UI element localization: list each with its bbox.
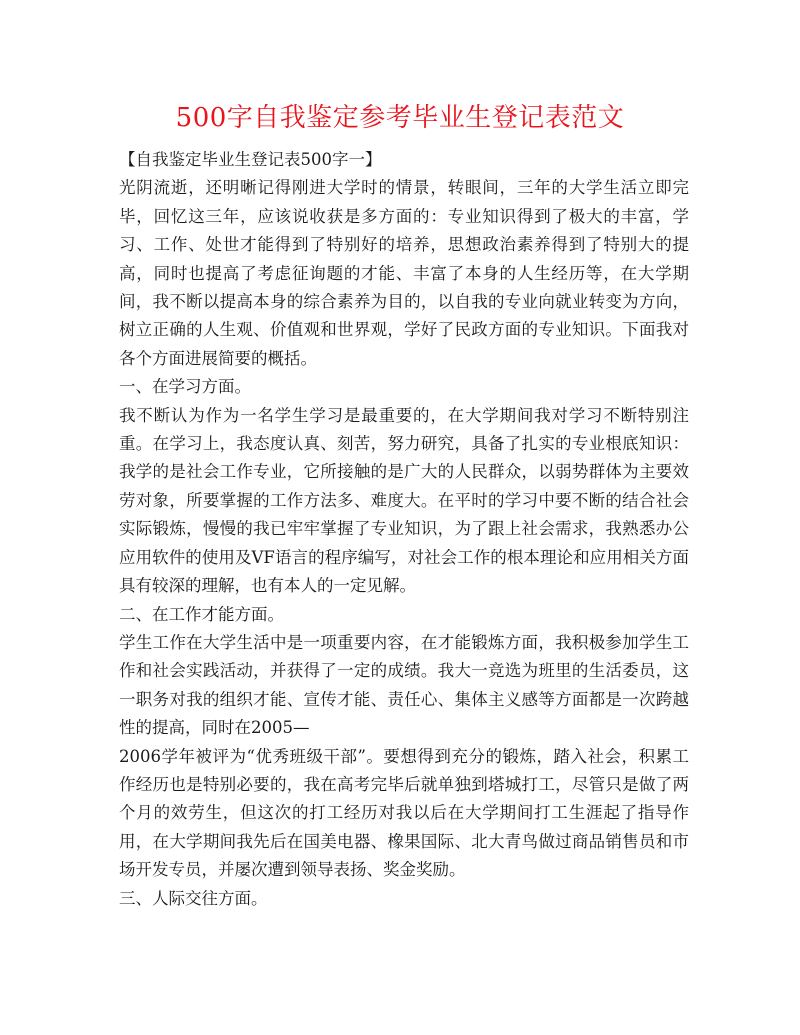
section-heading: 【自我鉴定毕业生登记表500字一】 xyxy=(119,150,382,169)
paragraph: 光阴流逝，还明晰记得刚进大学时的情景，转眼间，三年的大学生活立即完毕，回忆这三年，应该说收获是多方面的：专业知识得到了极大的丰富，学习、工作、处世才能得到了特别好的培养，思想政治素养得到了特别大的提高，同时也提高了考虑征询题的才能、丰富了本身的人生经历等，在大学期间，我不断以提高本身的综合素养为目的，以自我的专业向就业转变为方向，树立正确的人生观、价值观和世界观，学好了民政方面的专业知识。下面我对各个方面进展简要的概括。 xyxy=(119,178,689,368)
document-body xyxy=(119,146,689,913)
paragraph: 我不断认为作为一名学生学习是最重要的，在大学期间我对学习不断特别注重。在学习上，我态度认真、刻苦，努力研究，具备了扎实的专业根底知识：我学的是社会工作专业，它所接触的是广大的人民群众，以弱势群体为主要效劳对象，所要掌握的工作方法多、难度大。在平时的学习中要不断的结合社会实际锻炼，慢慢的我已牢牢掌握了专业知识，为了跟上社会需求，我熟悉办公应用软件的使用及VF语言的程序编写，对社会工作的根本理论和应用相关方面具有较深的理解，也有本人的一定见解。 xyxy=(119,405,689,596)
paragraph: 学生工作在大学生活中是一项重要内容，在才能锻炼方面，我积极参加学生工作和社会实践活动，并获得了一定的成绩。我大一竞选为班里的生活委员，这一职务对我的组织才能、宣传才能、责任心、集体主义感等方面都是一次跨越性的提高，同时在2005— xyxy=(119,632,689,738)
paragraph: 2006学年被评为“优秀班级干部”。要想得到充分的锻炼，踏入社会，积累工作经历也是特别必要的，我在高考完毕后就单独到塔城打工，尽管只是做了两个月的效劳生，但这次的打工经历对我以后在大学期间打工生涯起了指导作用，在大学期间我先后在国美电器、橡果国际、北大青鸟做过商品销售员和市场开发专员，并屡次遭到领导表扬、奖金奖励。 xyxy=(119,746,689,880)
section-heading: 三、人际交往方面。 xyxy=(119,888,268,908)
section-heading: 二、在工作才能方面。 xyxy=(119,604,284,624)
document-title: 500字自我鉴定参考毕业生登记表范文 xyxy=(175,103,625,133)
section-heading: 一、在学习方面。 xyxy=(119,377,251,397)
